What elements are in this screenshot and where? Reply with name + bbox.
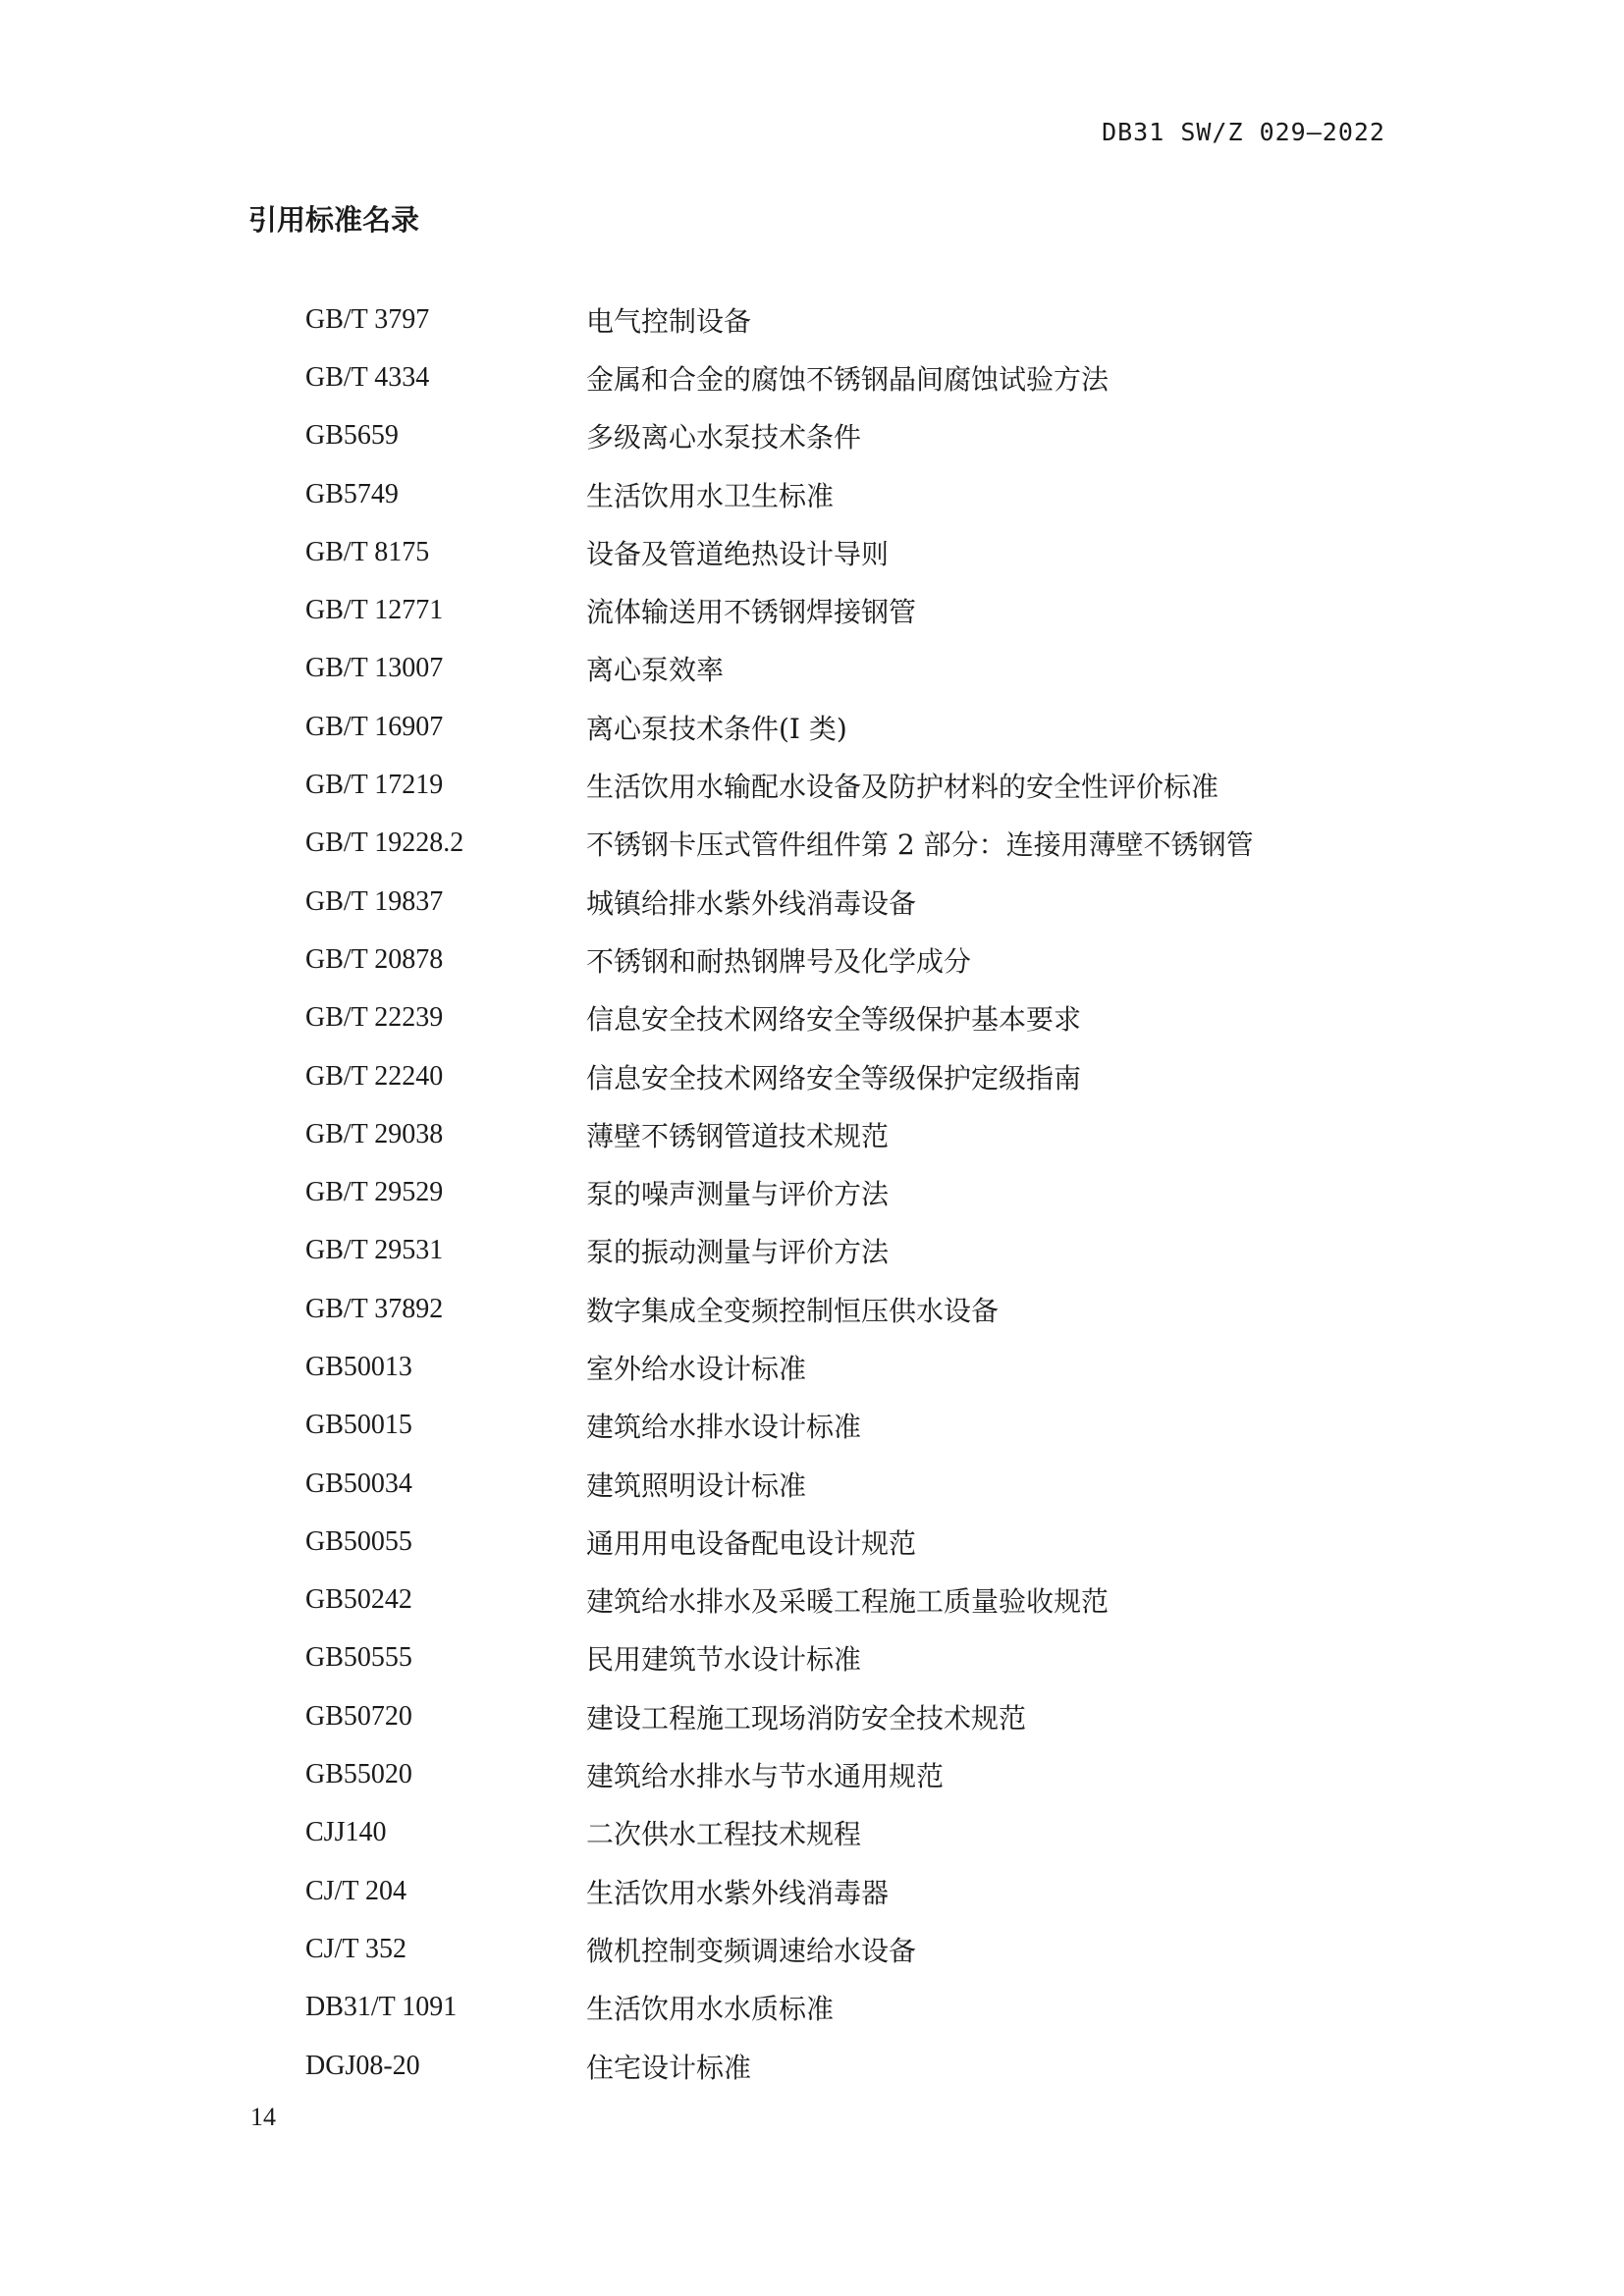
standard-code: GB55020 [305, 1759, 412, 1790]
standard-title: 通用用电设备配电设计规范 [586, 1526, 917, 1560]
reference-row [305, 2037, 1385, 2095]
reference-row [305, 1163, 1385, 1221]
reference-row [305, 931, 1385, 988]
standard-code: GB/T 37892 [305, 1293, 444, 1324]
standard-title: 离心泵技术条件(I 类) [586, 712, 847, 745]
standard-code: GB/T 29038 [305, 1118, 444, 1149]
standard-code: GB/T 8175 [305, 536, 430, 567]
standard-title: 泵的噪声测量与评价方法 [586, 1178, 890, 1211]
reference-row [305, 1397, 1385, 1455]
standard-code: GB/T 19228.2 [305, 828, 464, 859]
reference-row [305, 291, 1385, 348]
reference-row [305, 407, 1385, 465]
reference-row [305, 1862, 1385, 1920]
standard-code: GB50555 [305, 1642, 412, 1674]
reference-row [305, 1338, 1385, 1396]
standard-title: 数字集成全变频控制恒压供水设备 [586, 1294, 1000, 1327]
standard-code: GB5659 [305, 420, 399, 452]
standard-title: 电气控制设备 [586, 304, 752, 338]
reference-row [305, 1280, 1385, 1338]
reference-row [305, 523, 1385, 581]
document-code: DB31 SW/Z 029—2022 [1102, 118, 1385, 146]
standard-code: GB/T 4334 [305, 361, 430, 393]
standard-title: 建筑照明设计标准 [586, 1468, 807, 1502]
standard-title: 生活饮用水输配水设备及防护材料的安全性评价标准 [586, 771, 1219, 804]
standard-code: GB/T 22240 [305, 1060, 444, 1092]
standard-code: GB50015 [305, 1410, 412, 1441]
standard-code: GB/T 3797 [305, 303, 430, 335]
standard-title: 城镇给排水紫外线消毒设备 [586, 886, 917, 920]
reference-row [305, 640, 1385, 698]
standard-title: 室外给水设计标准 [586, 1352, 807, 1385]
standard-title: 建筑给水排水设计标准 [586, 1411, 862, 1444]
standard-title: 不锈钢卡压式管件组件第 2 部分：连接用薄壁不锈钢管 [586, 828, 1254, 862]
standard-title: 不锈钢和耐热钢牌号及化学成分 [586, 944, 972, 978]
reference-row [305, 1804, 1385, 1862]
standard-title: 信息安全技术网络安全等级保护基本要求 [586, 1003, 1082, 1037]
standard-code: DB31/T 1091 [305, 1992, 458, 2023]
reference-row [305, 1629, 1385, 1687]
standard-title: 离心泵效率 [586, 654, 725, 687]
reference-row [305, 465, 1385, 523]
standard-title: 建筑给水排水及采暖工程施工质量验收规范 [586, 1585, 1110, 1619]
standard-title: 设备及管道绝热设计导则 [586, 537, 890, 570]
reference-row [305, 1920, 1385, 1978]
reference-row [305, 698, 1385, 756]
reference-row [305, 581, 1385, 639]
standard-code: GB/T 16907 [305, 711, 444, 742]
standard-title: 生活饮用水卫生标准 [586, 479, 835, 512]
standard-title: 泵的振动测量与评价方法 [586, 1236, 890, 1269]
standard-code: GB50013 [305, 1351, 412, 1382]
reference-row [305, 1572, 1385, 1629]
reference-row [305, 1979, 1385, 2037]
standard-title: 民用建筑节水设计标准 [586, 1643, 862, 1677]
standard-title: 微机控制变频调速给水设备 [586, 1934, 917, 1967]
standard-title: 金属和合金的腐蚀不锈钢晶间腐蚀试验方法 [586, 362, 1110, 396]
standard-title: 建设工程施工现场消防安全技术规范 [586, 1701, 1027, 1735]
standard-code: GB/T 29531 [305, 1235, 444, 1266]
standard-title: 生活饮用水水质标准 [586, 1993, 835, 2026]
section-title: 引用标准名录 [248, 203, 420, 237]
standard-title: 薄壁不锈钢管道技术规范 [586, 1119, 890, 1152]
standard-title: 流体输送用不锈钢焊接钢管 [586, 596, 917, 629]
reference-row [305, 815, 1385, 873]
standard-code: GB/T 20878 [305, 943, 444, 975]
reference-row [305, 1455, 1385, 1513]
reference-row [305, 989, 1385, 1047]
standard-code: CJ/T 352 [305, 1933, 406, 1964]
reference-list [305, 291, 1385, 2095]
standard-code: GB50055 [305, 1525, 412, 1557]
standard-code: GB50034 [305, 1468, 412, 1499]
standard-code: GB/T 29529 [305, 1177, 444, 1208]
reference-row [305, 873, 1385, 931]
standard-code: GB/T 13007 [305, 653, 444, 684]
standard-code: GB/T 22239 [305, 1002, 444, 1034]
reference-row [305, 1105, 1385, 1163]
reference-row [305, 1745, 1385, 1803]
reference-row [305, 1047, 1385, 1105]
standard-code: GB50242 [305, 1584, 412, 1616]
standard-title: 生活饮用水紫外线消毒器 [586, 1876, 890, 1909]
standard-title: 住宅设计标准 [586, 2051, 752, 2084]
standard-title: 二次供水工程技术规程 [586, 1818, 862, 1851]
standard-code: GB/T 19837 [305, 885, 444, 917]
standard-code: CJJ140 [305, 1817, 387, 1848]
standard-code: DGJ08-20 [305, 2050, 420, 2081]
standard-code: GB50720 [305, 1700, 412, 1732]
reference-row [305, 348, 1385, 406]
reference-row [305, 756, 1385, 814]
reference-row [305, 1222, 1385, 1280]
page-number: 14 [250, 2103, 276, 2131]
standard-code: GB/T 12771 [305, 595, 444, 626]
standard-code: GB5749 [305, 478, 399, 509]
standard-title: 多级离心水泵技术条件 [586, 421, 862, 454]
reference-row [305, 1513, 1385, 1571]
standard-title: 信息安全技术网络安全等级保护定级指南 [586, 1061, 1082, 1095]
standard-title: 建筑给水排水与节水通用规范 [586, 1760, 945, 1793]
standard-code: GB/T 17219 [305, 770, 444, 801]
reference-row [305, 1687, 1385, 1745]
standard-code: CJ/T 204 [305, 1875, 406, 1906]
